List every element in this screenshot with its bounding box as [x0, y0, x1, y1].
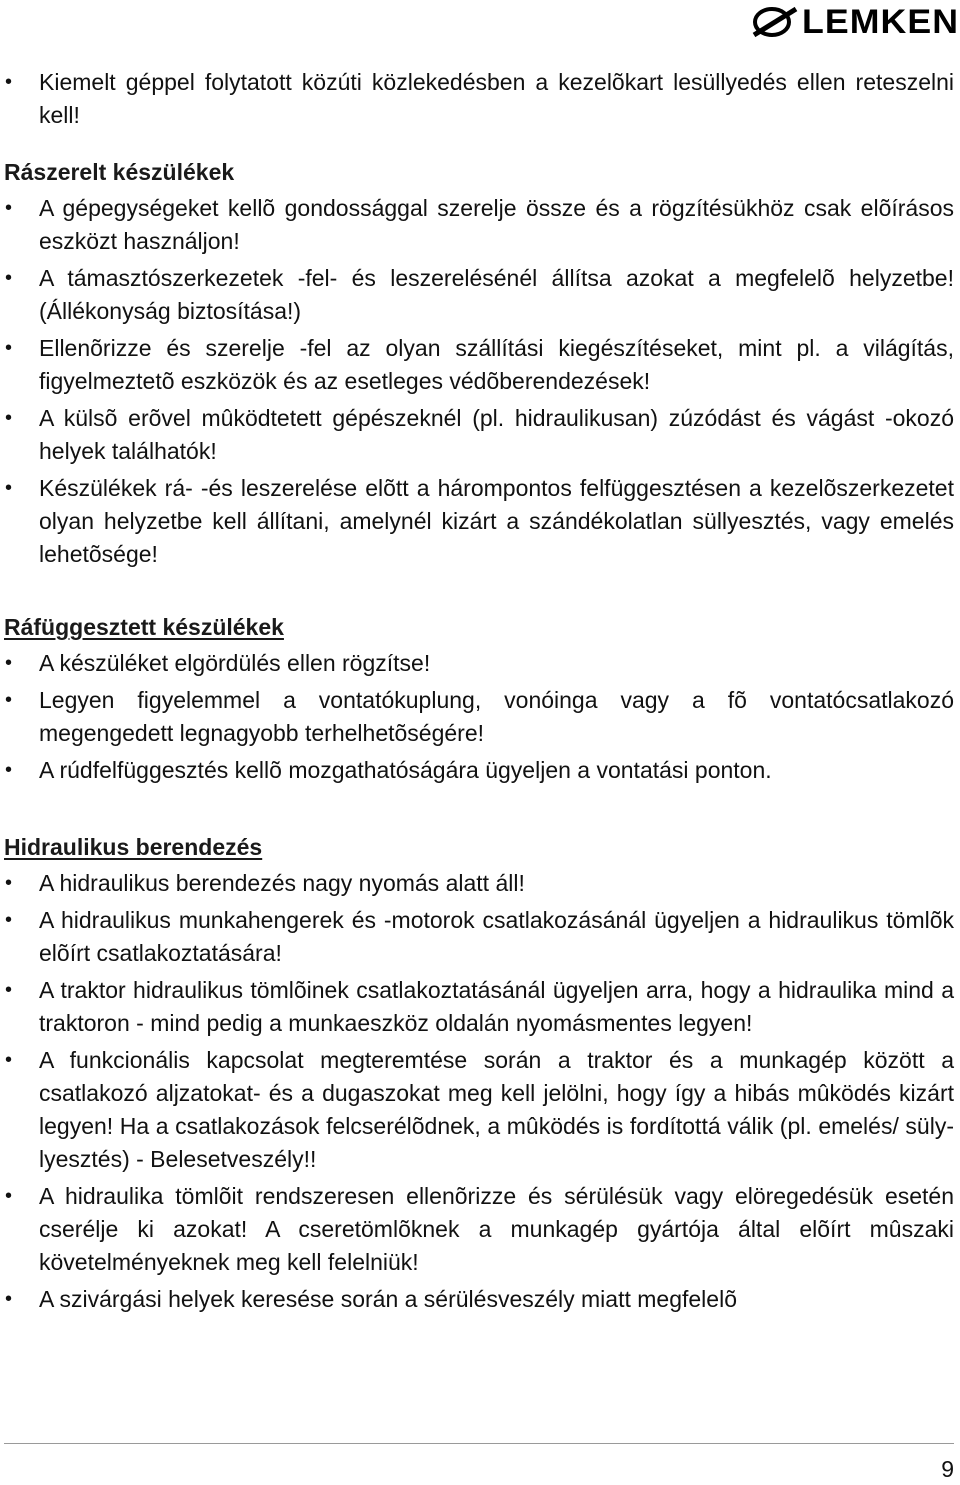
footer-divider	[4, 1443, 954, 1444]
bullet-list	[0, 192, 960, 571]
list-item: • A rúdfelfüggesztés kellõ mozgathatóságára ügyeljen a vontatási ponton.	[0, 754, 960, 787]
document-body	[0, 66, 960, 1320]
list-item: • A hidraulikus munkahengerek és -motorok csatlakozásánál ügyeljen a hidraulikus tömlõk elõírt csatlakoztatására!	[0, 904, 960, 970]
brand-logo	[752, 3, 960, 41]
brand-name: LEMKEN	[802, 3, 960, 41]
section-heading: Rászerelt készülékek	[4, 159, 235, 185]
section-transport	[0, 66, 960, 132]
lemken-swoosh-icon	[752, 5, 798, 39]
section-hydraulics	[0, 833, 960, 1316]
bullet-list	[0, 66, 960, 132]
section-heading: Ráfüggesztett készülékek	[4, 614, 284, 640]
list-item: • A szivárgási helyek keresése során a sérülésveszély miatt megfelelõ	[0, 1283, 960, 1316]
section-towed-implements	[0, 613, 960, 787]
section-heading: Hidraulikus berendezés	[4, 834, 263, 860]
section-mounted-implements	[0, 158, 960, 571]
list-item: • Kiemelt géppel folytatott közúti közlekedésben a kezelõkart lesüllyedés ellen reteszelni kell!	[0, 66, 960, 132]
list-item: • Legyen figyelemmel a vontatókuplung, vonóinga vagy a fõ vontatócsatlakozó megengedett legnagyobb terhelhetõségére!	[0, 684, 960, 750]
list-item: • A készüléket elgördülés ellen rögzítse!	[0, 647, 960, 680]
list-item: • Készülékek rá- -és leszerelése elõtt a hárompontos felfüggesztésen a kezelõszerkezetet olyan helyzetbe kell állítani, amelynél kizárt a szándékolatlan süllyesztés, vagy emelés lehetõsége!	[0, 472, 960, 571]
list-item: • A traktor hidraulikus tömlõinek csatlakoztatásánál ügyeljen arra, hogy a hidraulika mind a traktoron - mind pedig a munkaeszköz oldalán nyomásmentes legyen!	[0, 974, 960, 1040]
list-item: • A külsõ erõvel mûködtetett gépészeknél (pl. hidraulikusan) zúzódást és vágást -okozó helyek találhatók!	[0, 402, 960, 468]
list-item: • Ellenõrizze és szerelje -fel az olyan szállítási kiegészítéseket, mint pl. a világítás, figyelmeztetõ eszközök és az esetleges védõberendezések!	[0, 332, 960, 398]
bullet-list	[0, 647, 960, 787]
list-item: • A funkcionális kapcsolat megteremtése során a traktor és a munkagép között a csatlakozó aljzatokat- és a dugaszokat meg kell jelölni, hogy így a hibás mûködés kizárt legyen! Ha a csatlakozások felcserélõdnek, a mûködés is fordítottá válik (pl. emelés/ süly-lyesztés) - Belesetveszély!!	[0, 1044, 960, 1176]
list-item: • A támasztószerkezetek -fel- és leszerelésénél állítsa azokat a megfelelõ helyzetbe! (Állékonyság biztosítása!)	[0, 262, 960, 328]
list-item: • A hidraulikus berendezés nagy nyomás alatt áll!	[0, 867, 960, 900]
page-number: 9	[941, 1456, 954, 1482]
list-item: • A hidraulika tömlõit rendszeresen ellenõrizze és sérülésük vagy elöregedésük esetén cserélje ki azokat! A cseretömlõknek a munkagép gyártója által elõírt mûszaki követelményeknek meg kell felelniük!	[0, 1180, 960, 1279]
list-item: • A gépegységeket kellõ gondossággal szerelje össze és a rögzítésükhöz csak elõírásos eszközt használjon!	[0, 192, 960, 258]
bullet-list	[0, 867, 960, 1316]
